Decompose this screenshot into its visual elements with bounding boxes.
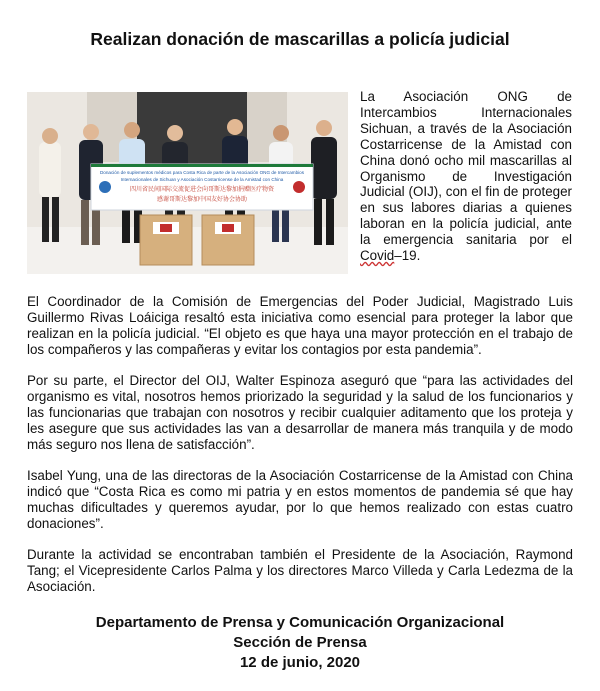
- paragraph-1: El Coordinador de la Comisión de Emergencias del Poder Judicial, Magistrado Luis Guillermo Rivas Loáiciga resaltó esta iniciativa como esencial para proteger la labor que realizan en la policía judicial. “El objeto es que haya una mayor protección en el trabajo de los compañeros y las compañeras y evitar los contagios por esta pandemia”.: [27, 294, 573, 357]
- intro-paragraph: [360, 89, 572, 264]
- banner-text-2: Internacionales de Sichuan y Asociación Costarricense de la Amistad con China: [120, 177, 284, 182]
- covid-word: Covid: [360, 248, 395, 264]
- footer-date: 12 de junio, 2020: [239, 654, 361, 671]
- banner-text-1: Donación de suplementos médicos para Costa Rica de parte de la Asociación ONG de Intercambios: [99, 170, 305, 175]
- intro-text: La Asociación ONG de Intercambios Internacionales Sichuan, a través de la Asociación Costarricense de la Amistad con China donó ocho mil mascarillas al Organismo de Investigación Judicial (OIJ), con el fin de proteger en sus labores diarias a quienes laboran en la policía judicial, ante la emergencia sanitaria por el: [360, 89, 572, 248]
- banner-text-cn-1: 四川省民间国际交流促进会向哥斯达黎加捐赠医疗物资: [129, 186, 275, 193]
- footer-section: Sección de Prensa: [233, 634, 367, 651]
- footer-department: Departamento de Prensa y Comunicación Organizacional: [95, 614, 505, 631]
- intro-end: –19.: [394, 248, 421, 264]
- paragraph-3: Isabel Yung, una de las directoras de la Asociación Costarricense de la Amistad con China indicó que “Costa Rica es como mi patria y en estos momentos de pandemia sé que hay muchas dificultades y queremos ayudar, por lo que hemos realizado con estas cuatro donaciones”.: [27, 468, 573, 531]
- banner-text-cn-2: 感谢哥斯达黎加中国友好协会协助: [156, 196, 248, 203]
- donation-photo-illustration: [27, 92, 348, 274]
- paragraph-2: Por su parte, el Director del OIJ, Walter Espinoza aseguró que “para las actividades del organismo es vital, nosotros hemos priorizado la seguridad y la salud de los funcionarios y las funcionarias que trabajan con nosotros y recibir cualquier aditamento que los proteja y les asegure que sus actividades las van a desarrollar de manera más tranquila y de modo más seguro nos llena de satisfacción”.: [27, 373, 573, 452]
- paragraph-4: Durante la actividad se encontraban también el Presidente de la Asociación, Raymond Tang; el Vicepresidente Carlos Palma y los directores Marco Villeda y Carla Ledezma de la Asociación.: [27, 547, 573, 594]
- page-title: Realizan donación de mascarillas a policía judicial: [90, 29, 510, 49]
- donation-photo: [27, 92, 348, 274]
